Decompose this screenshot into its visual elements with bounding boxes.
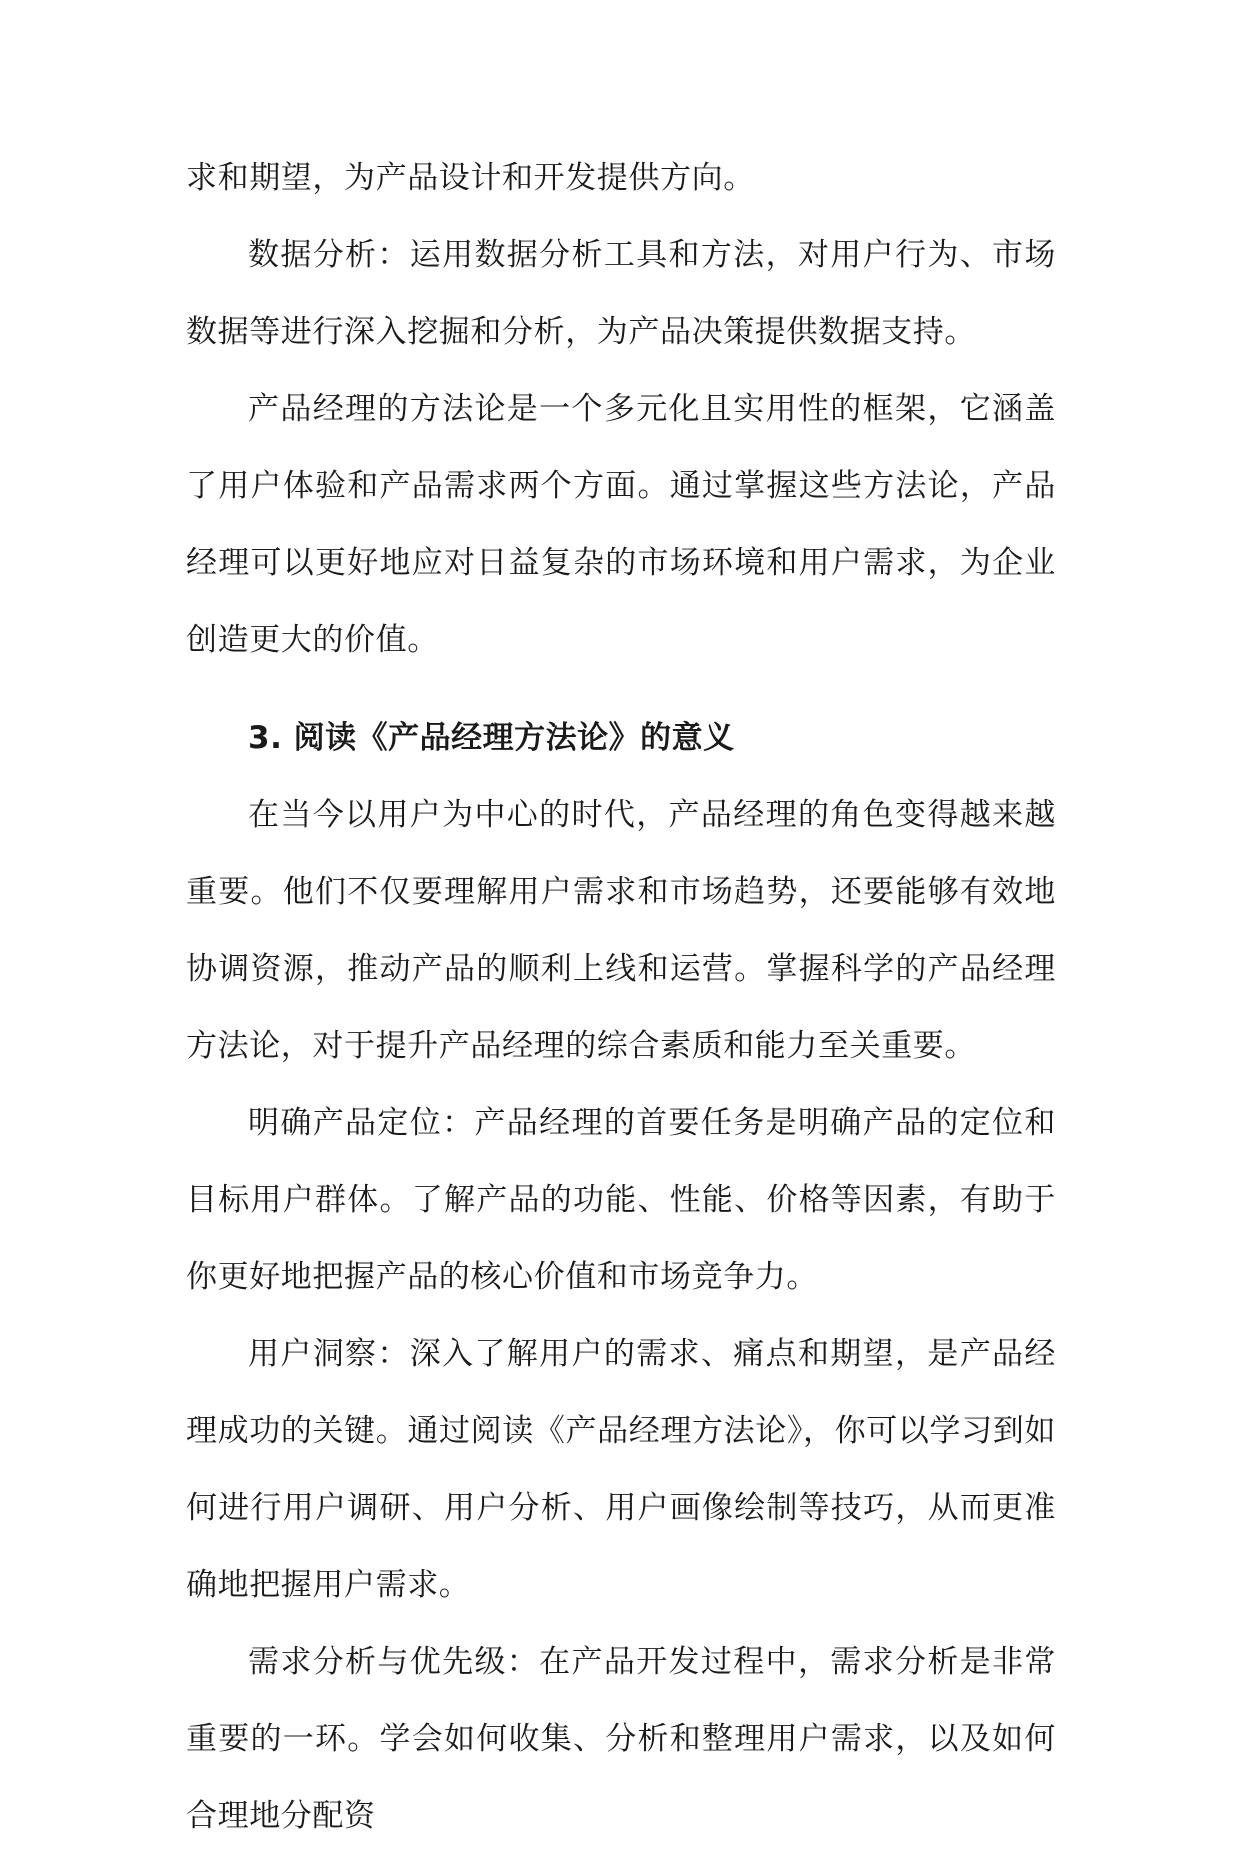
paragraph-data-analysis: 数据分析：运用数据分析工具和方法，对用户行为、市场数据等进行深入挖掘和分析，为产品决策提供数据支持。: [186, 237, 1056, 350]
paragraph-methodology-summary: 产品经理的方法论是一个多元化且实用性的框架，它涵盖了用户体验和产品需求两个方面。通过掌握这些方法论，产品经理可以更好地应对日益复杂的市场环境和用户需求，为企业创造更大的价值。: [186, 391, 1056, 658]
paragraph-intro: 在当今以用户为中心的时代，产品经理的角色变得越来越重要。他们不仅要理解用户需求和市场趋势，还要能够有效地协调资源，推动产品的顺利上线和运营。掌握科学的产品经理方法论，对于提升产品经理的综合素质和能力至关重要。: [186, 797, 1056, 1064]
paragraph-continued: 求和期望，为产品设计和开发提供方向。: [186, 160, 755, 196]
document-body: [186, 140, 1056, 1855]
section-heading: 3. 阅读《产品经理方法论》的意义: [248, 720, 735, 756]
paragraph-user-insight: 用户洞察：深入了解用户的需求、痛点和期望，是产品经理成功的关键。通过阅读《产品经理方法论》，你可以学习到如何进行用户调研、用户分析、用户画像绘制等技巧，从而更准确地把握用户需求。: [186, 1336, 1056, 1603]
paragraph-product-positioning: 明确产品定位：产品经理的首要任务是明确产品的定位和目标用户群体。了解产品的功能、性能、价格等因素，有助于你更好地把握产品的核心价值和市场竞争力。: [186, 1105, 1056, 1295]
paragraph-requirements-analysis: 需求分析与优先级：在产品开发过程中，需求分析是非常重要的一环。学会如何收集、分析和整理用户需求，以及如何合理地分配资: [186, 1644, 1056, 1834]
